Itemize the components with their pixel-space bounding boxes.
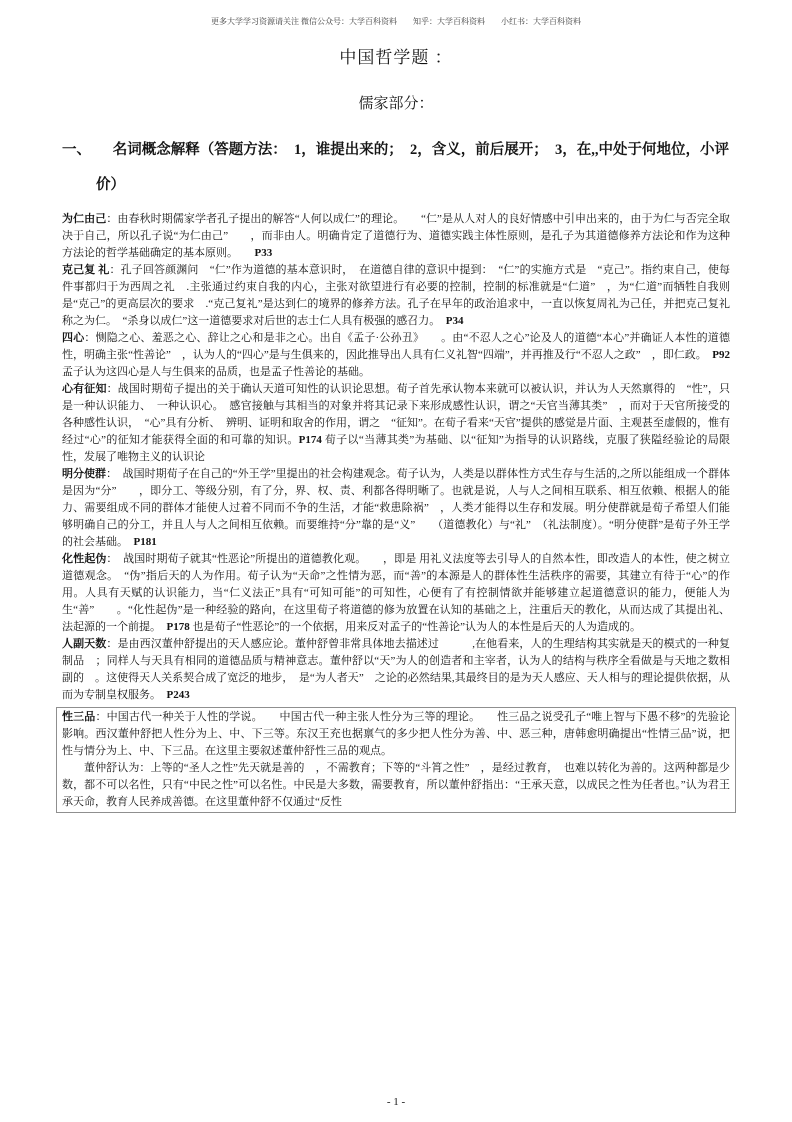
body-text: 也是荀子“性恶论”的一个依据，用来反对孟子的“性善论”认为人的本性是后天的人为造成的。 (189, 620, 642, 633)
body-text: ：中国古代一种关于人性的学说。 中国古代一种主张人性分为三等的理论。 性三品之说受孔子“唯上智与下愚不移”的先验论影响。西汉董仲舒把人性分为上、中、下三等。东汉王充也据禀气的多少把人性分为善、中、恶三种，唐韩愈明确提出“性情三品”说，把性与情分为上、中、下三品。在这里主要叙述董仲舒性三品的观点。 (62, 710, 731, 757)
page-number: - 1 - (386, 1096, 406, 1108)
body-text: ：恻隐之心、羞恶之心、辞让之心和是非之心。出自《孟子·公孙丑》 。由“不忍人之心”论及人的道德“本心”并确证人本性的道德性，明确主张“性善论” ，认为人的“四心”是与生俱来的，因此推导出人具有仁义礼智“四端”，并再推及行“不忍人之政” ，即仁政。 (62, 331, 730, 361)
text-box (56, 707, 736, 813)
page-header-note: 更多大学学习资源请关注 微信公众号：大学百科资料 知乎：大学百科资料 小红书：大学百科资料 (211, 17, 581, 26)
paragraph (62, 551, 730, 636)
bold-term-text: P33 (254, 246, 273, 259)
bold-term-text: P34 (445, 314, 464, 327)
paragraph (62, 262, 730, 330)
bold-term-text: 四心 (62, 331, 85, 344)
section-heading: 一、 名词概念解释（答题方法： 1，谁提出来的； 2，含义，前后展开； 3，在,,中处于何地位，小评价） (62, 142, 729, 193)
body-text: 孟子认为这四心是人与生俱来的品质，也是孟子性善论的基础。 (62, 365, 370, 378)
body-text: 董仲舒认为：上等的“圣人之性”先天就是善的 ，不需教育；下等的“斗筲之性” ，是经过教育， 也难以转化为善的。这两种都是少数，都不可以名性，只有“中民之性”可以名性。中民是大多数，需要教育，所以董仲舒指出：“王承天意，以成民之性为任者也。”认为君王承天命，教育人民养成善德。在这里董仲舒不仅通过“反性 (62, 761, 730, 808)
paragraph (62, 760, 730, 811)
bold-term-text: 心有征知 (62, 382, 107, 395)
bold-term-text: 明分使群 (62, 467, 107, 480)
bold-term-text: P92 (712, 348, 730, 361)
body-text: ：由春秋时期儒家学者孔子提出的解答“人何以成仁”的理论。 “仁”是从人对人的良好情感中引申出来的，由于为仁与否完全取决于自己，所以孔子说“为仁由己” ，而非由人。明确肯定了道德行为、道德实践主体性原则，是孔子为其道德修养方法论和作为这种方法论的哲学基础确定的基本原则。 (62, 212, 731, 259)
body-text: ： 战国时期荀子在自己的“外王学”里提出的社会构建观念。荀子认为，人类是以群体性方式生存与生活的,之所以能组成一个群体是因为“分” ，即分工、等级分别，有了分，界、权、责、利都各得明晰了。也就是说，人与人之间相互联系、相互依赖、根据人的能力、需要组成不同的群体才能使人过着不同而不争的生活，才能“救患除祸” ，人类才能得以生存和发展。明分使群就是荀子希望人们能够明确自己的分工，并且人与人之间相互依赖。而要维持“分”靠的是“义” （道德教化）与“礼” （礼法制度）。“明分使群”是荀子外王学的社会基础。 (62, 467, 731, 548)
body-text: ：战国时期荀子提出的关于确认天道可知性的认识论思想。荀子首先承认物本来就可以被认识，并认为人天然禀得的 “性”，只是一种认识能力、 一种认识心。 感官接触与其相当的对象并将其记录下来形成感性认识，谓之“天官当薄其类” ，而对于天官所接受的各种感性认识， “心”具有分析、 辨明、证明和取舍的作用，谓之 “征知”。在荀子看来“天官”提供的感觉是片面、主观甚至虚假的，惟有经过“心”的征知才能获得全面的和可靠的知识。 (62, 382, 731, 446)
bold-term-text: 克己复 礼 (62, 263, 110, 276)
paragraph (62, 466, 730, 551)
document-title: 中国哲学题 ： (339, 48, 453, 67)
paragraph-container (62, 211, 730, 813)
body-text: ： 战国时期荀子就其“性恶论”所提出的道德教化观。 ，即是 用礼义法度等去引导人的自然本性，即改造人的本性，使之树立道德观念。 “伪”指后天的人为作用。荀子认为“天命”之性情为恶，而“善”的本源是人的群体性生活秩序的需要，其建立有待于“心”的作用。人具有天赋的认识能力，当“仁义法正”具有“可知可能”的可知性，心便有了有控制情欲并能够建立起道德意识的能力，便能人为生“善” 。“化性起伪”是一种经验的路向，在这里荀子将道德的修为放置在认知的基础之上，注重后天的教化，从而达成了其提出礼、法起源的一个前提。 (62, 552, 730, 633)
body-text: 荀子以“当薄其类”为基础、以“征知”为指导的认识路线，克服了狭隘经验论的局限性，发展了唯物主义的认识论 (62, 433, 731, 463)
paragraph (62, 211, 730, 262)
paragraph (62, 381, 730, 466)
body-text: ：是由西汉董仲舒提出的天人感应论。董仲舒曾非常具体地去描述过 ,在他看来，人的生理结构其实就是天的模式的一种复制品 ；同样人与天具有相同的道德品质与精神意志。董仲舒以“天”为人的创造者和主宰者，认为人的结构与秩序全看做是与天地之数相副的 。这使得天人关系契合成了宽泛的地步， 是“为人者天” 之论的必然结果,其最终目的是为天人感应、天人相与的理论提供依据，从而为专制皇权服务。 (62, 637, 731, 701)
bold-term-text: 为仁由己 (62, 212, 107, 225)
bold-term-text: P243 (166, 688, 190, 701)
bold-term-text: P174 (298, 433, 322, 446)
body-text: ：孔子回答颜渊问 “仁”作为道德的基本意识时， 在道德自律的意识中提到： “仁”的实施方式是 “克己”。指约束自己，使每件事都归于为西周之礼 .主张通过约束自我的内心，主张对欲望进行有必要的控制，控制的标准就是“仁道” ，为“仁道”而牺牲自我则是“克己”的更高层次的要求 .“克己复礼”是达到仁的境界的修养方法。孔子在早年的政治追求中，一直以恢复周礼为己任，并把克己复礼称之为仁。 “杀身以成仁”这一道德要求对后世的志士仁人具有极强的感召力。 (62, 263, 730, 327)
paragraph (62, 709, 730, 760)
paragraph (62, 636, 730, 704)
bold-term-text: 性三品 (62, 710, 96, 723)
bold-term-text: 化性起伪 (62, 552, 107, 565)
document-subtitle: 儒家部分： (358, 96, 434, 112)
bold-term-text: P181 (133, 535, 157, 548)
bold-term-text: 人副天数 (62, 637, 107, 650)
paragraph (62, 330, 730, 381)
bold-term-text: P178 (166, 620, 190, 633)
